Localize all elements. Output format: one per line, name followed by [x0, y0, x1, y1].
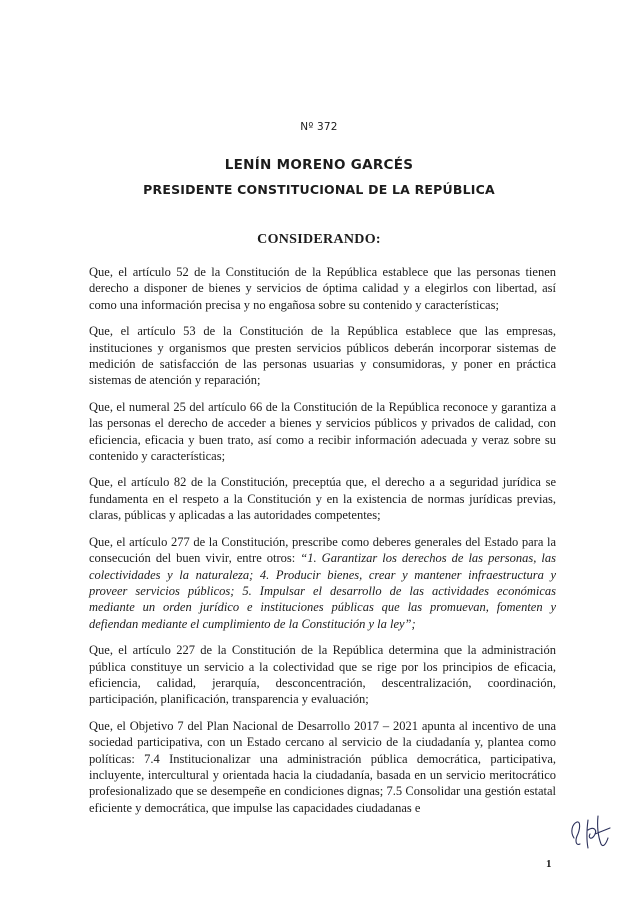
handwritten-initials-signature: [568, 808, 614, 856]
paragraph-article-66: Que, el numeral 25 del artículo 66 de la Constitución de la República reconoce y garantiza a las personas el derecho de acceder a bienes y servicios públicos y privados de calidad, con eficiencia, eficacia y buen trato, así como a recibir información adecuada y veraz sobre su contenido y características;: [89, 399, 556, 464]
page-number: 1: [546, 858, 552, 870]
paragraph-article-277-quote: “1. Garantizar los derechos de las personas, las colectividades y la naturaleza; 4. Producir bienes, crear y mantener infraestructura y proveer servicios públicos; 5. Impulsar el desarrollo de las actividades económicas mediante un orden jurídico e instituciones públicas que las promuevan, fomenten y defiendan mediante el cumplimiento de la Constitución y la ley”;: [89, 551, 556, 631]
section-heading: CONSIDERANDO:: [257, 232, 381, 247]
paragraph-article-52: Que, el artículo 52 de la Constitución de la República establece que las personas tienen derecho a disponer de bienes y servicios de óptima calidad y a elegirlos con libertad, así como una información precisa y no engañosa sobre su contenido y características;: [89, 265, 556, 312]
paragraph-article-277-intro: Que, el artículo 277 de la Constitución, prescribe como deberes generales del Estado para la consecución del buen vivir, entre otros:: [89, 534, 556, 566]
paragraph-article-277: [89, 534, 556, 632]
paragraph-article-53: Que, el artículo 53 de la Constitución de la República establece que las empresas, instituciones y organismos que presten servicios públicos deberán incorporar sistemas de medición de satisfacción de las personas usuarias y consumidoras, y poner en práctica sistemas de atención y reparación;: [89, 324, 556, 388]
document-body: [89, 264, 556, 826]
president-title: PRESIDENTE CONSTITUCIONAL DE LA REPÚBLICA: [143, 182, 495, 197]
paragraph-article-227: Que, el artículo 227 de la Constitución de la República determina que la administración pública constituye un servicio a la colectividad que se rige por los principios de eficacia, eficiencia, calidad, jerarquía, desconcentración, descentralización, coordinación, participación, planificación, transparencia y evaluación;: [89, 643, 556, 707]
paragraph-article-82: Que, el artículo 82 de la Constitución, preceptúa que, el derecho a a seguridad jurídica se fundamenta en el respeto a la Constitución y en la existencia de normas jurídicas previas, claras, públicas y aplicadas a las autoridades competentes;: [89, 475, 556, 523]
president-name: LENÍN MORENO GARCÉS: [224, 157, 414, 173]
decree-number: Nº 372: [300, 121, 338, 133]
paragraph-objetivo-7: Que, el Objetivo 7 del Plan Nacional de Desarrollo 2017 – 2021 apunta al incentivo de una sociedad participativa, con un Estado cercano al servicio de la ciudadanía y, plantea como políticas: 7.4 Institucionalizar una administración pública democrática, participativa, incluyente, intercultural y orientada hacia la ciudadanía, basada en un servicio meritocrático profesionalizado que se desempeñe en condiciones dignas; 7.5 Consolidar una gestión estatal eficiente y democrática, que impulse las capacidades ciudadanas e: [89, 718, 556, 815]
